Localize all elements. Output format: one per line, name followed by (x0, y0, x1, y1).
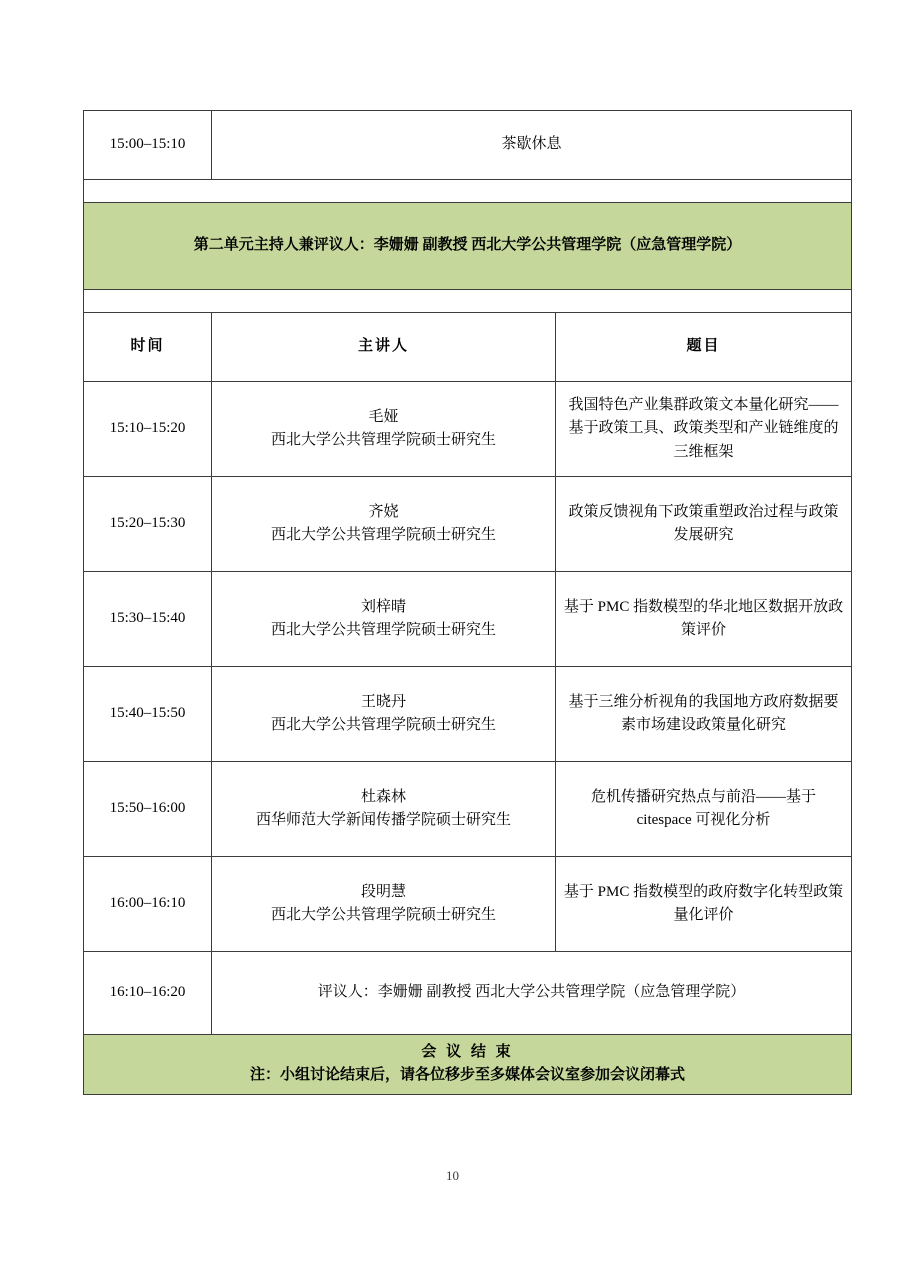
cell-topic: 我国特色产业集群政策文本量化研究——基于政策工具、政策类型和产业链维度的三维框架 (556, 382, 852, 477)
speaker-affiliation: 西北大学公共管理学院硕士研究生 (270, 527, 496, 543)
cell-speaker (212, 857, 556, 952)
speaker-name: 齐娆 (368, 503, 399, 520)
table-row-spacer-2 (84, 290, 852, 313)
speaker-affiliation: 西北大学公共管理学院硕士研究生 (270, 717, 496, 733)
cell-speaker (212, 572, 556, 667)
session-band-cell: 第二单元主持人兼评议人：李姗姗 副教授 西北大学公共管理学院（应急管理学院） (84, 203, 852, 290)
table-row-session-band (84, 203, 852, 290)
table-row (84, 382, 852, 477)
spacer-cell (84, 180, 852, 203)
discussant-time: 16:10–16:20 (84, 952, 212, 1035)
table-row (84, 857, 852, 952)
table-row (84, 762, 852, 857)
speaker-name: 王晓丹 (360, 693, 406, 710)
discussant-text: 评议人：李姗姗 副教授 西北大学公共管理学院（应急管理学院） (212, 952, 852, 1035)
table-row (84, 477, 852, 572)
cell-topic: 危机传播研究热点与前沿——基于 citespace 可视化分析 (556, 762, 852, 857)
break-label-cell: 茶歇休息 (212, 111, 852, 180)
cell-time: 16:00–16:10 (84, 857, 212, 952)
table-row-break (84, 111, 852, 180)
cell-speaker (212, 667, 556, 762)
speaker-name: 刘梓晴 (360, 598, 406, 615)
speaker-name: 段明慧 (360, 883, 406, 900)
cell-time: 15:40–15:50 (84, 667, 212, 762)
speaker-name: 毛娅 (368, 408, 399, 425)
header-speaker: 主讲人 (212, 313, 556, 382)
cell-speaker (212, 762, 556, 857)
cell-topic: 基于 PMC 指数模型的华北地区数据开放政策评价 (556, 572, 852, 667)
cell-time: 15:30–15:40 (84, 572, 212, 667)
speaker-affiliation: 西北大学公共管理学院硕士研究生 (270, 622, 496, 638)
header-time: 时间 (84, 313, 212, 382)
meeting-end-label: 会 议 结 束 (421, 1044, 514, 1060)
cell-speaker (212, 477, 556, 572)
cell-time: 15:10–15:20 (84, 382, 212, 477)
cell-time: 15:50–16:00 (84, 762, 212, 857)
table-header-row (84, 313, 852, 382)
speaker-affiliation: 西北大学公共管理学院硕士研究生 (270, 432, 496, 448)
cell-time: 15:20–15:30 (84, 477, 212, 572)
speaker-affiliation: 西北大学公共管理学院硕士研究生 (270, 907, 496, 923)
spacer-cell-2 (84, 290, 852, 313)
speaker-name: 杜森林 (360, 788, 406, 805)
meeting-note-label: 注：小组讨论结束后，请各位移步至多媒体会议室参加会议闭幕式 (250, 1067, 686, 1084)
break-time-cell: 15:00–15:10 (84, 111, 212, 180)
footer-cell (84, 1035, 852, 1095)
cell-topic: 基于三维分析视角的我国地方政府数据要素市场建设政策量化研究 (556, 667, 852, 762)
table-row (84, 572, 852, 667)
cell-topic: 基于 PMC 指数模型的政府数字化转型政策量化评价 (556, 857, 852, 952)
agenda-table (83, 110, 852, 1095)
cell-topic: 政策反馈视角下政策重塑政治过程与政策发展研究 (556, 477, 852, 572)
table-row (84, 667, 852, 762)
table-row-footer (84, 1035, 852, 1095)
table-row-discussant (84, 952, 852, 1035)
table-row-spacer (84, 180, 852, 203)
header-topic: 题目 (556, 313, 852, 382)
speaker-affiliation: 西华师范大学新闻传播学院硕士研究生 (255, 812, 511, 828)
page-number: 10 (446, 1168, 459, 1183)
cell-speaker (212, 382, 556, 477)
